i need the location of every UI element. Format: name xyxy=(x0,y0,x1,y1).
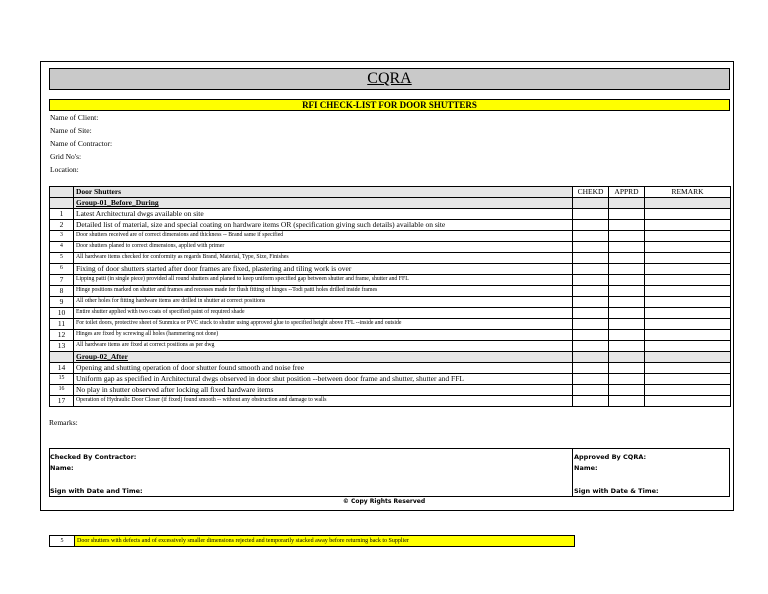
checklist-subtitle: RFI CHECK-LIST FOR DOOR SHUTTERS xyxy=(49,99,730,111)
cqra-sign-label: Sign with Date & Time: xyxy=(574,487,659,495)
table-row: 6 Fixing of door shutters started after door frames are fixed, plastering and tiling work is over xyxy=(50,264,731,275)
checked-by-label: Checked By Contractor: xyxy=(50,453,137,461)
contractor-sign-label: Sign with Date and Time: xyxy=(50,487,143,495)
location-label: Location: xyxy=(50,165,79,174)
group-row xyxy=(50,352,731,363)
table-row: 2 Detailed list of material, size and special coating on hardware items OR (specification giving such details) available on site xyxy=(50,220,731,231)
header-number-cell xyxy=(50,187,74,198)
extra-row-text: Door shutters with defects and of excessively smaller dimensions rejected and temporarily stacked away before returning back to Supplier xyxy=(75,536,575,547)
table-row: 12 Hinges are fixed by screwing all holes (hammering not done) xyxy=(50,330,731,341)
header-approved: APPRD xyxy=(609,187,645,198)
remarks-label: Remarks: xyxy=(49,418,78,427)
cqra-name-sign-label: Name: xyxy=(574,464,598,472)
copyright-notice: © Copy Rights Reserved xyxy=(342,498,426,505)
table-row: 16 No play in shutter observed after locking all fixed hardware items xyxy=(50,385,731,396)
table-row: 9 All other holes for fitting hardware items are drilled in shutter at correct positions xyxy=(50,297,731,308)
header-item: Door Shutters xyxy=(74,187,573,198)
table-row: 14 Opening and shutting operation of door shutter found smooth and noise free xyxy=(50,363,731,374)
contractor-name-sign-label: Name: xyxy=(50,464,74,472)
extra-row-table xyxy=(49,535,575,547)
page-title: CQRA xyxy=(49,68,730,90)
extra-row xyxy=(50,536,575,547)
header-checked: CHEKD xyxy=(573,187,609,198)
site-name-label: Name of Site: xyxy=(50,126,92,135)
table-row: 11 For toilet doors, protective sheet of Sunmica or PVC stuck to shutter using approved glue to specified height above FFL --inside and outside xyxy=(50,319,731,330)
table-row: 8 Hinge positions marked on shutter and frames and recesses made for flush fitting of hinges --Todi patti holes drilled inside frames xyxy=(50,286,731,297)
table-row: 3 Door shutters received are of correct dimensions and thickness -- Brand same if specified xyxy=(50,231,731,242)
table-row: 13 All hardware items are fixed at correct positions as per dwg xyxy=(50,341,731,352)
group-row xyxy=(50,198,731,209)
table-row: 1 Latest Architectural dwgs available on site xyxy=(50,209,731,220)
table-header-row xyxy=(50,187,731,198)
group-2-label: Group-02_After xyxy=(74,352,573,363)
signature-box xyxy=(49,448,730,497)
grid-no-label: Grid No's: xyxy=(50,152,82,161)
extra-row-number: 5 xyxy=(50,536,75,547)
table-row: 15 Uniform gap as specified in Architectural dwgs observed in door shut position --between door frame and shutter, shutter and FFL xyxy=(50,374,731,385)
table-row: 4 Door shutters planed to correct dimensions, applied with primer xyxy=(50,242,731,253)
table-row: 10 Entire shutter applied with two coats of specified paint of required shade xyxy=(50,308,731,319)
checklist-table xyxy=(49,186,731,407)
table-row: 5 All hardware items checked for conformity as regards Brand, Material, Type, Size, Finishes xyxy=(50,253,731,264)
signature-divider xyxy=(572,449,573,496)
group-1-label: Group-01_Before_During xyxy=(74,198,573,209)
client-name-label: Name of Client: xyxy=(50,113,99,122)
table-row: 17 Operation of Hydraulic Door Closer (if fixed) found smooth -- without any obstruction and damage to walls xyxy=(50,396,731,407)
header-remark: REMARK xyxy=(645,187,731,198)
approved-by-label: Approved By CQRA: xyxy=(574,453,647,461)
table-row: 7 Lipping patti (in single piece) provided all round shutters and planed to keep uniform specified gap between shutter and frame, shutter and FFL xyxy=(50,275,731,286)
contractor-name-label: Name of Contractor: xyxy=(50,139,113,148)
